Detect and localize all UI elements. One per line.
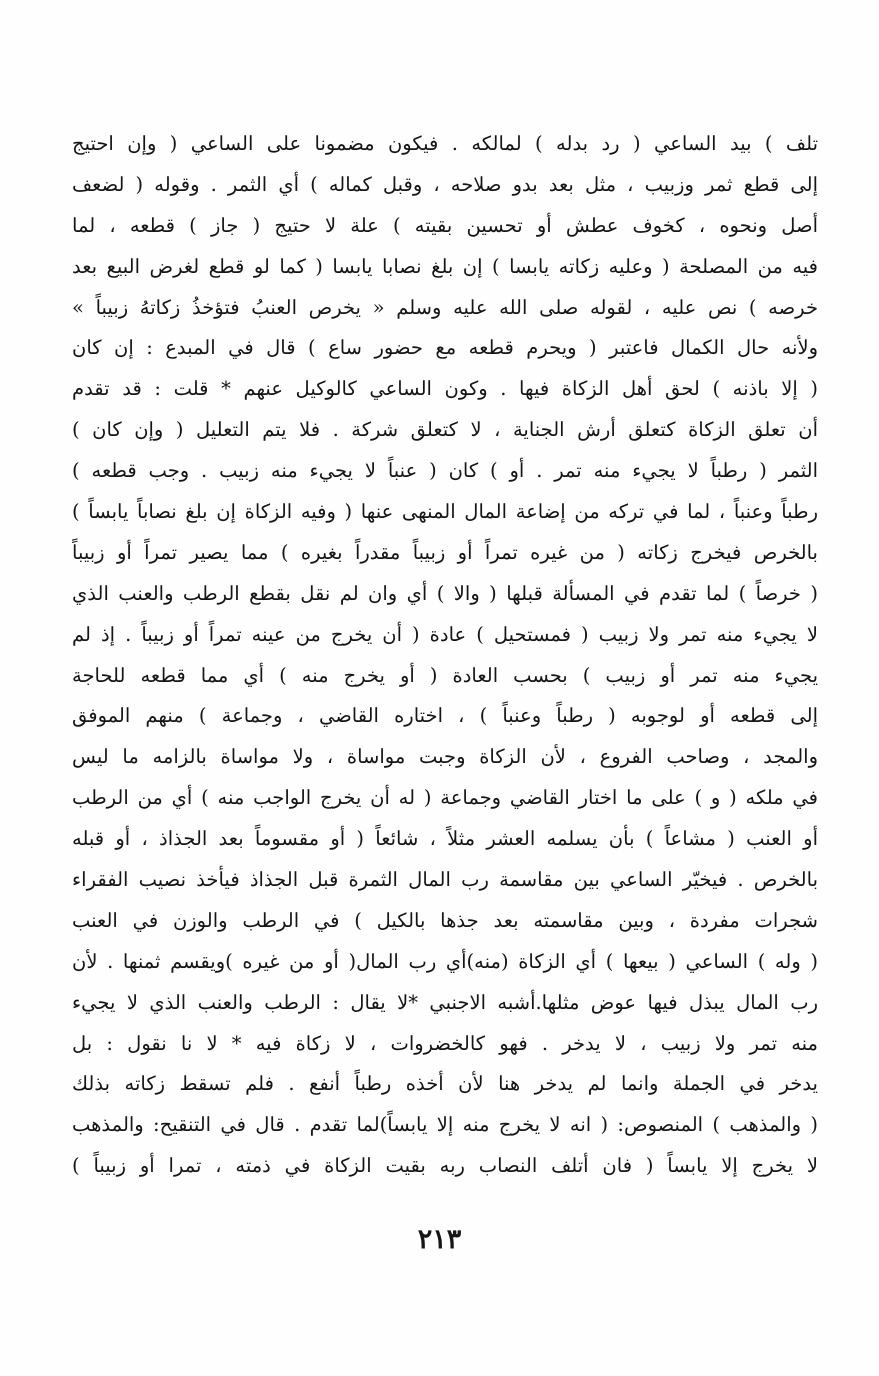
text-line: يجيء منه تمر أو زبيب ) بحسب العادة ( أو يخرج منه ) أي مما قطعه للحاجة	[72, 663, 818, 687]
text-line: لا يجيء منه تمر ولا زبيب ( فمستحيل ) عادة ( أن يخرج من عينه تمراً أو زبيباً . إذ لم	[72, 622, 818, 646]
text-line: ولأنه حال الكمال فاعتبر ( ويحرم قطعه مع حضور ساع ) قال في المبدع : إن كان	[72, 336, 818, 360]
text-line: ( خرصاً ) لما تقدم في المسألة قبلها ( والا ) أي وان لم نقل بقطع الرطب والعنب الذي	[72, 581, 818, 605]
text-line: منه تمر ولا زبيب ، لا يدخر . فهو كالخضروات ، لا زكاة فيه * لا نا نقول : بل	[72, 1031, 818, 1055]
text-line: أصل ونحوه ، كخوف عطش أو تحسين بقيته ) علة لا حتيج ( جاز ) قطعه ، لما	[72, 213, 818, 237]
body-text	[72, 124, 818, 1187]
text-line: لا يخرج إلا يابساً ( فان أتلف النصاب ربه بقيت الزكاة في ذمته ، تمرا أو زبيباً )	[72, 1154, 818, 1178]
text-line: فيه من المصلحة ( وعليه زكاته يابسا ) إن بلغ نصابا يابسا ( كما لو قطع لغرض البيع بعد	[72, 254, 818, 278]
text-line: في ملكه ( و ) على ما اختار القاضي وجماعة ( له أن يخرج الواجب منه ) أي من الرطب	[72, 786, 818, 810]
text-line: ( وله ) الساعي ( بيعها ) أي الزكاة (منه)أي رب المال( أو من غيره )ويقسم ثمنها . لأن	[72, 949, 818, 973]
page-number: ٢١٣	[417, 1224, 462, 1255]
text-line: خرصه ) نص عليه ، لقوله صلى الله عليه وسلم « يخرص العنبُ فتؤخذُ زكاتهُ زبيباً »	[72, 295, 818, 319]
text-line: الثمر ( رطباً لا يجيء منه تمر . أو ) كان ( عنباً لا يجيء منه زبيب . وجب قطعه )	[72, 459, 818, 483]
text-line: إلى قطع ثمر وزبيب ، مثل بعد بدو صلاحه ، وقبل كماله ) أي الثمر . وقوله ( لضعف	[72, 172, 818, 196]
text-line: أن تعلق الزكاة كتعلق أرش الجناية ، لا كتعلق شركة . فلا يتم التعليل ( وإن كان )	[72, 418, 818, 442]
text-line: يدخر في الجملة وانما لم يدخر هنا لأن أخذه رطباً أنفع . فلم تسقط زكاته بذلك	[72, 1072, 818, 1096]
text-line: إلى قطعه أو لوجوبه ( رطباً وعنباً ) ، اختاره القاضي ، وجماعة ) منهم الموفق	[72, 704, 818, 728]
text-line: والمجد ، وصاحب الفروع ، لأن الزكاة وجبت مواساة ، ولا مواساة بالزامه ما ليس	[72, 745, 818, 769]
text-line: رب المال يبذل فيها عوض مثلها.أشبه الاجنبي *لا يقال : الرطب والعنب الذي لا يجيء	[72, 990, 818, 1014]
text-line: ( والمذهب ) المنصوص: ( انه لا يخرج منه إلا يابساً)لما تقدم . قال في التنقيح: والمذهب	[72, 1113, 818, 1137]
text-line: أو العنب ( مشاعاً ) بأن يسلمه العشر مثلاً ، شائعاً ( أو مقسوماً بعد الجذاذ ، أو قبله	[72, 827, 818, 851]
text-line: شجرات مفردة ، وبين مقاسمته بعد جذها بالكيل ) في الرطب والوزن في العنب	[72, 908, 818, 932]
text-line: بالخرص . فيخيّر الساعي بين مقاسمة رب المال الثمرة قبل الجذاذ فيأخذ نصيب الفقراء	[72, 868, 818, 892]
text-line: رطباً وعنباً ، لما في تركه من إضاعة المال المنهى عنها ( وفيه الزكاة إن بلغ نصاباً يابساً )	[72, 500, 818, 524]
text-line: تلف ) بيد الساعي ( رد بدله ) لمالكه . فيكون مضمونا على الساعي ( وإن احتيج	[72, 132, 818, 155]
text-line: ( إلا باذنه ) لحق أهل الزكاة فيها . وكون الساعي كالوكيل عنهم * قلت : قد تقدم	[72, 377, 818, 401]
text-line: بالخرص فيخرج زكاته ( من غيره تمراً أو زبيباً مقدراً بغيره ) مما يصير تمراً أو زبيباً	[72, 540, 818, 564]
